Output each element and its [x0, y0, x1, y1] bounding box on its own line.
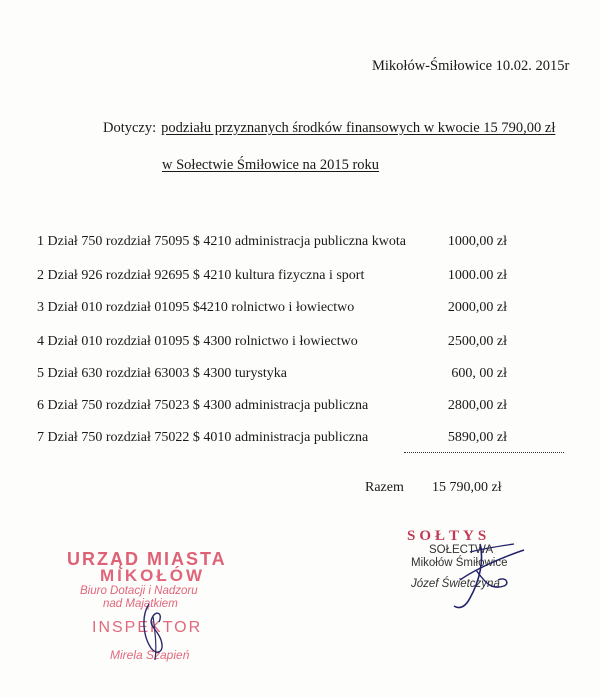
place-and-date: Mikołów-Śmiłowice 10.02. 2015r [372, 58, 570, 74]
item-amount: 5890,00 zł [447, 430, 507, 445]
item-amount: 2800,00 zł [447, 398, 507, 413]
total-label: Razem [365, 480, 404, 495]
item-amount: 1000,00 zł [447, 234, 507, 249]
list-item [37, 234, 507, 254]
item-amount: 600, 00 zł [451, 366, 507, 381]
subject-line-1 [103, 120, 555, 137]
list-item [37, 430, 507, 450]
stamp-office-title: URZĄD MIASTA [67, 549, 227, 569]
item-description: 5 Dział 630 rozdział 63003 $ 4300 turystyka [37, 366, 288, 381]
item-description: 3 Dział 010 rozdział 01095 $4210 rolnictwo i łowiectwo [37, 300, 355, 315]
stamp-office-city: MIKOŁÓW [100, 566, 206, 585]
inspector-signature [135, 596, 175, 666]
stamp-soltys-line-2: SOŁECTWA [429, 544, 494, 556]
item-description: 7 Dział 750 rozdział 75022 $ 4010 administracja publiczna [37, 430, 369, 445]
subject-label: Dotyczy: [103, 120, 157, 136]
list-item [37, 300, 507, 320]
stamp-inspector-role: INSPEKTOR [92, 619, 203, 636]
item-amount: 2000,00 zł [447, 300, 507, 315]
item-description: 1 Dział 750 rozdział 75095 $ 4210 administracja publiczna kwota [37, 234, 406, 249]
item-description: 2 Dział 926 rozdział 92695 $ 4210 kultura fizyczna i sport [37, 268, 365, 283]
list-item [37, 398, 507, 418]
item-amount: 2500,00 zł [447, 334, 507, 349]
soltys-signature [440, 540, 530, 620]
list-item [37, 334, 507, 354]
stamp-office-dept-1: Biuro Dotacji i Nadzoru [80, 585, 198, 597]
item-description: 4 Dział 010 rozdział 01095 $ 4300 rolnictwo i łowiectwo [37, 334, 358, 349]
item-description: 6 Dział 750 rozdział 75023 $ 4300 administracja publiczna [37, 398, 369, 413]
stamp-soltys-line-3: Mikołów Śmiłowice [411, 557, 508, 569]
list-item [37, 268, 507, 288]
stamp-soltys-title: SOŁTYS [407, 528, 491, 544]
total-value: 15 790,00 zł [432, 480, 502, 495]
subject-line-2: w Sołectwie Śmiłowice na 2015 roku [162, 157, 380, 173]
sum-divider [404, 452, 564, 453]
stamp-inspector-name: Mirela Szapień [110, 648, 190, 662]
stamp-office-dept-2: nad Majątkiem [103, 598, 178, 610]
subject-text: podziału przyznanych środków finansowych w kwocie 15 790,00 zł [161, 120, 556, 136]
item-amount: 1000.00 zł [447, 268, 507, 283]
stamp-soltys-name: Józef Świetczyna [411, 578, 500, 590]
list-item [37, 366, 507, 386]
